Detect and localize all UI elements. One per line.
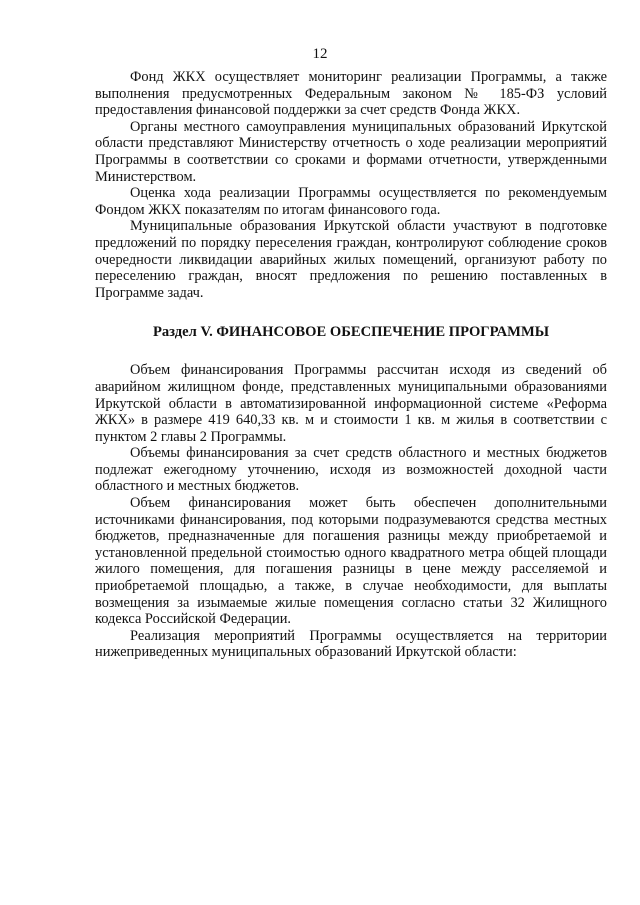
section-heading: Раздел V. ФИНАНСОВОЕ ОБЕСПЕЧЕНИЕ ПРОГРАММЫ <box>152 324 550 341</box>
paragraph-reporting: Органы местного самоуправления муниципальных образований Иркутской области представляют Министерству отчетность о ходе реализации мероприятий Программы в соответствии со сроками и формами отчетности, утвержденными Министерством. <box>95 118 607 185</box>
document-body <box>95 69 607 661</box>
paragraph-evaluation: Оценка хода реализации Программы осуществляется по рекомендуемым Фондом ЖКХ показателям по итогам финансового года. <box>95 185 607 218</box>
paragraph-territory: Реализация мероприятий Программы осуществляется на территории нижеприведенных муниципальных образований Иркутской области: <box>95 627 607 661</box>
paragraph-monitoring: Фонд ЖКХ осуществляет мониторинг реализации Программы, а также выполнения предусмотренных Федеральным законом № 185-ФЗ условий предоставления финансовой поддержки за счет средств Фонда ЖКХ. <box>95 69 607 119</box>
paragraph-funding-volume: Объем финансирования Программы рассчитан исходя из сведений об аварийном жилищном фонде, представленных муниципальными образованиями Иркутской области в автоматизированной информационной системе «Реформа ЖКХ» в размере 419 640,33 кв. м и стоимости 1 кв. м жилья в соответствии с пунктом 2 главы 2 Программы. <box>95 362 607 445</box>
page-number: 12 <box>312 46 328 62</box>
paragraph-municipal-participation: Муниципальные образования Иркутской области участвуют в подготовке предложений по порядку переселения граждан, контролируют соблюдение сроков очередности ликвидации аварийных жилых помещений, организуют работу по переселению граждан, вносят предложения по решению поставленных в Программе задач. <box>95 218 607 301</box>
paragraph-additional-sources: Объем финансирования может быть обеспечен дополнительными источниками финансирования, под которыми подразумеваются средства местных бюджетов, предназначенные для погашения разницы между приобретаемой и установленной предельной стоимостью одного квадратного метра общей площади жилого помещения, для погашения разницы в цене между расселяемой и приобретаемой площадью, а также, в случае необходимости, для выплаты возмещения за изымаемые жилые помещения согласно статьи 32 Жилищного кодекса Российской Федерации. <box>95 495 607 628</box>
paragraph-budget-adjustment: Объемы финансирования за счет средств областного и местных бюджетов подлежат ежегодному уточнению, исходя из возможностей доходной части областного и местных бюджетов. <box>95 445 607 495</box>
